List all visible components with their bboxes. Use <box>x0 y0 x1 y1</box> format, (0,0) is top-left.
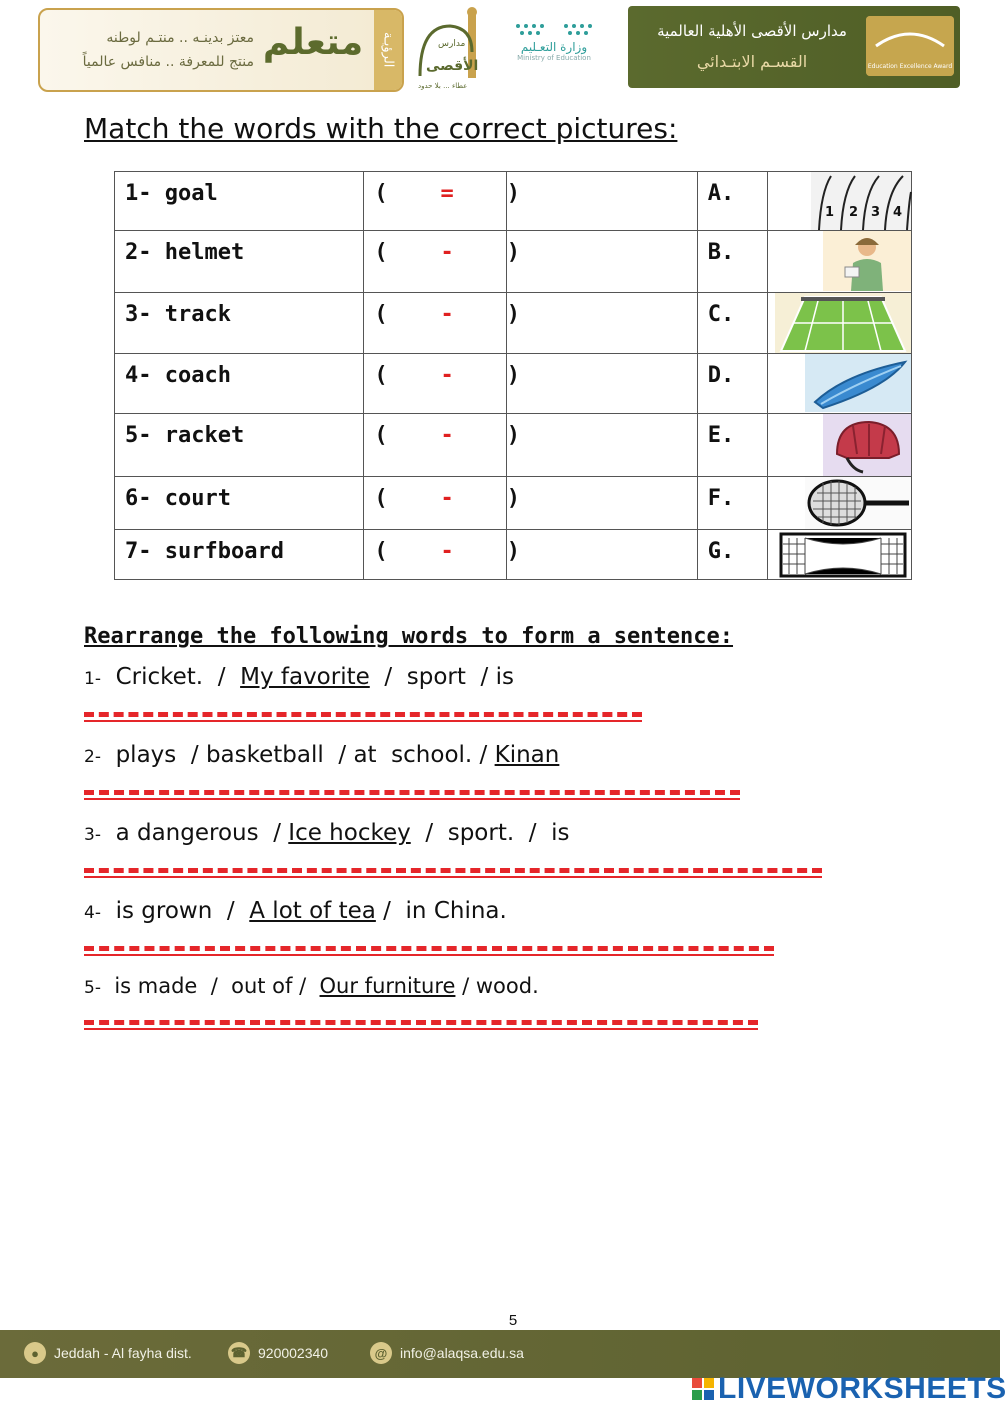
tennis-racket-icon <box>805 477 911 529</box>
sentence-2: 2- plays / basketball / at school. / Kinan <box>84 742 560 768</box>
answer-mark: = <box>440 181 454 206</box>
answer-line-5[interactable] <box>84 1020 758 1030</box>
match-picture <box>767 231 911 293</box>
answer-mark: - <box>440 363 454 388</box>
match-picture <box>767 414 911 477</box>
match-row <box>115 172 912 231</box>
award-logo <box>866 16 954 76</box>
answer-line-1[interactable] <box>84 712 642 722</box>
match-answer[interactable]: ( - ) <box>364 414 507 477</box>
answer-line-4[interactable] <box>84 946 774 956</box>
match-letter: E. <box>697 414 767 477</box>
liveworksheets-icon <box>692 1378 714 1400</box>
match-answer[interactable]: ( - ) <box>364 354 507 414</box>
answer-mark: - <box>440 302 454 327</box>
vision-slogan-line2: منتج للمعرفة .. منافس عالمياً <box>82 54 254 70</box>
rearrange-title: Rearrange the following words to form a sentence: <box>84 624 734 649</box>
match-blank <box>507 414 697 477</box>
phone-icon: ☎ <box>228 1342 250 1364</box>
match-word: 3- track <box>115 293 364 354</box>
match-answer[interactable]: ( - ) <box>364 530 507 580</box>
helmet-icon <box>823 414 911 476</box>
match-blank <box>507 231 697 293</box>
match-row <box>115 354 912 414</box>
match-word: 4- coach <box>115 354 364 414</box>
match-answer[interactable]: ( - ) <box>364 477 507 530</box>
school-logo <box>412 6 490 92</box>
vision-slogan-line1: معتز بدينـه .. منتـم لوطنه <box>106 30 254 46</box>
school-logo-tagline: عطاء ... بلا حدود <box>418 82 468 90</box>
match-answer[interactable]: ( = ) <box>364 172 507 231</box>
vision-slogan <box>54 26 254 74</box>
match-word: 1- goal <box>115 172 364 231</box>
vision-label: الرؤيـة <box>374 10 402 90</box>
ministry-name-en: Ministry of Education <box>517 54 591 62</box>
match-blank <box>507 477 697 530</box>
match-letter: G. <box>697 530 767 580</box>
footer-location-text: Jeddah - Al fayha dist. <box>54 1345 192 1361</box>
tennis-court-icon <box>775 293 911 353</box>
answer-line-3[interactable] <box>84 868 822 878</box>
match-word: 2- helmet <box>115 231 364 293</box>
match-answer[interactable]: ( - ) <box>364 231 507 293</box>
school-banner <box>628 6 960 88</box>
match-row <box>115 231 912 293</box>
match-row <box>115 477 912 530</box>
ministry-name: وزارة التعـليم <box>520 40 588 54</box>
match-row <box>115 293 912 354</box>
match-letter: C. <box>697 293 767 354</box>
footer-email-text[interactable]: info@alaqsa.edu.sa <box>400 1345 524 1361</box>
footer-phone-text: 920002340 <box>258 1345 329 1361</box>
match-picture <box>767 354 911 414</box>
match-blank <box>507 293 697 354</box>
coach-icon <box>823 231 911 291</box>
sentence-5: 5- is made / out of / Our furniture / wood. <box>84 974 539 998</box>
footer-email <box>370 1342 524 1364</box>
ministry-logo <box>508 20 600 92</box>
footer-phone <box>228 1342 328 1364</box>
running-track-icon <box>811 172 911 230</box>
ministry-dots-icon <box>508 20 600 40</box>
match-answer[interactable]: ( - ) <box>364 293 507 354</box>
page-header <box>0 0 1000 100</box>
match-picture <box>767 172 911 231</box>
sentence-1: 1- Cricket. / My favorite / sport / is <box>84 664 514 690</box>
award-label: Education Excellence Award <box>867 63 953 70</box>
match-row <box>115 530 912 580</box>
match-table <box>114 171 912 580</box>
match-word: 5- racket <box>115 414 364 477</box>
surfboard-icon <box>805 354 911 412</box>
match-row <box>115 414 912 477</box>
footer-bar <box>0 1330 1000 1378</box>
answer-mark: - <box>440 423 454 448</box>
match-picture <box>767 477 911 530</box>
match-letter: A. <box>697 172 767 231</box>
match-picture <box>767 293 911 354</box>
school-name: مدارس الأقصى الأهلية العالمية <box>657 22 847 40</box>
match-blank <box>507 354 697 414</box>
email-icon: @ <box>370 1342 392 1364</box>
lane-number: 4 <box>893 205 903 220</box>
match-letter: B. <box>697 231 767 293</box>
football-goal-icon <box>775 530 911 578</box>
liveworksheets-text: LIVEWORKSHEETS <box>718 1372 1007 1405</box>
match-letter: D. <box>697 354 767 414</box>
match-blank <box>507 530 697 580</box>
match-title: Match the words with the correct pictures: <box>84 112 678 145</box>
vision-banner <box>38 8 404 92</box>
answer-mark: - <box>440 240 454 265</box>
footer-location <box>24 1342 192 1364</box>
location-pin-icon: ● <box>24 1342 46 1364</box>
liveworksheets-logo[interactable] <box>692 1372 1007 1406</box>
lane-number: 1 <box>825 205 835 220</box>
match-word: 7- surfboard <box>115 530 364 580</box>
answer-mark: - <box>440 539 454 564</box>
school-logo-line1: مدارس <box>438 39 466 49</box>
sentence-4: 4- is grown / A lot of tea / in China. <box>84 898 507 924</box>
match-word: 6- court <box>115 477 364 530</box>
school-logo-icon <box>412 6 490 92</box>
answer-line-2[interactable] <box>84 790 740 800</box>
match-blank <box>507 172 697 231</box>
school-logo-line2: الأقصى <box>426 58 479 74</box>
answer-mark: - <box>440 486 454 511</box>
lane-number: 2 <box>849 205 859 220</box>
match-letter: F. <box>697 477 767 530</box>
page-number: 5 <box>508 1312 518 1329</box>
vision-brand: متعلم <box>262 22 364 63</box>
match-picture <box>767 530 911 580</box>
lane-number: 3 <box>871 205 881 220</box>
sentence-3: 3- a dangerous / Ice hockey / sport. / is <box>84 820 570 846</box>
school-section: القسـم الابتـدائي <box>696 52 808 71</box>
